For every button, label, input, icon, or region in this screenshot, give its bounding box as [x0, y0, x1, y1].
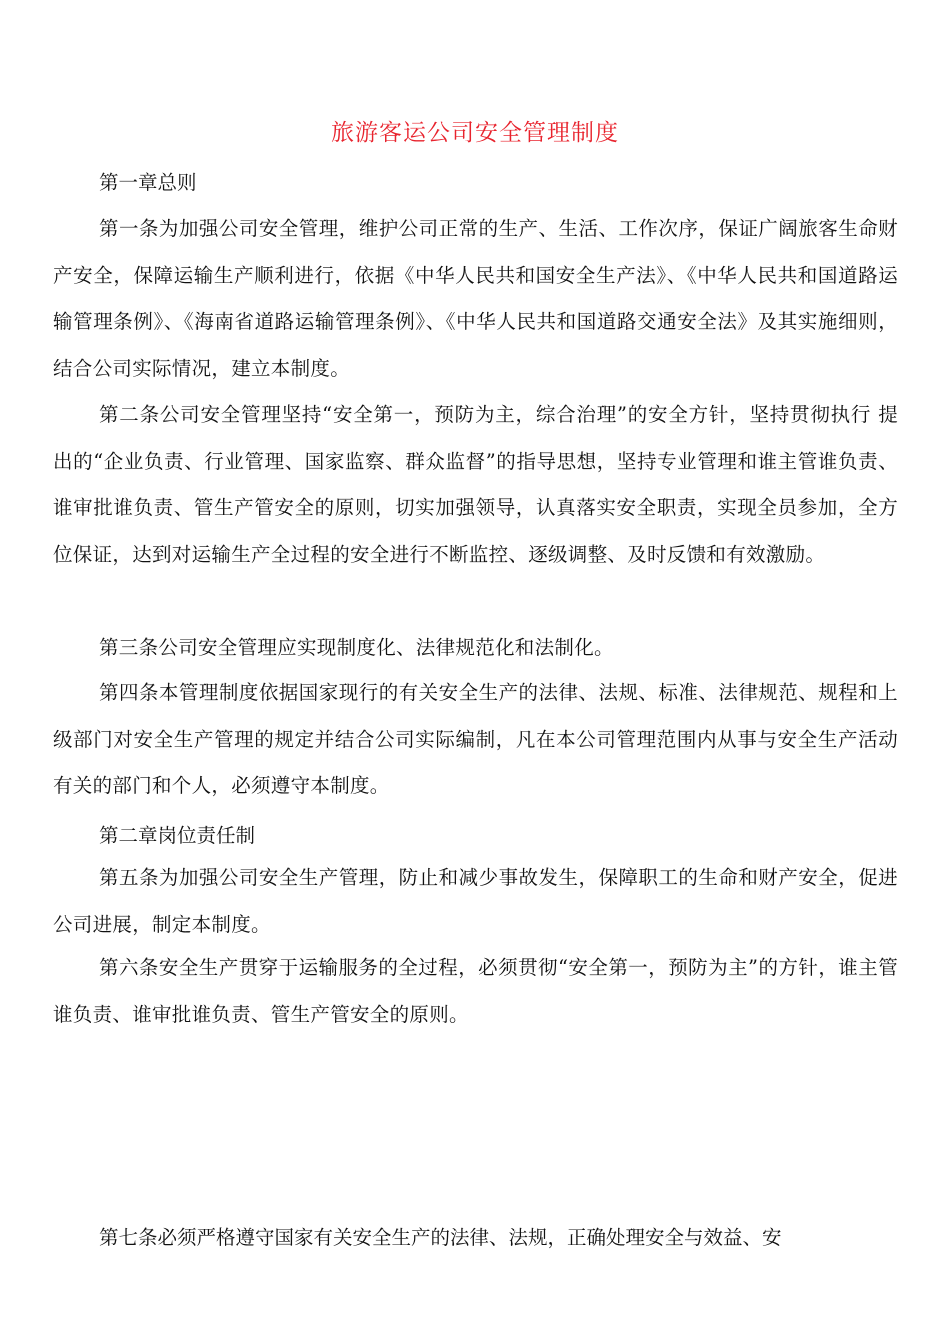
chapter-heading-2 — [53, 820, 898, 851]
article-3 — [53, 625, 898, 672]
chapter-1-heading: 第一章总则 — [99, 171, 197, 194]
article-5 — [53, 855, 898, 948]
article-6-text: 第六条安全生产贯穿于运输服务的全过程，必须贯彻“安全第一，预防为主”的方针，谁主管谁负责、谁审批谁负责、管生产管安全的原则。 — [53, 956, 898, 1026]
article-1-text: 第一条为加强公司安全管理，维护公司正常的生产、生活、工作次序，保证广阔旅客生命财产安全，保障运输生产顺利进行，依据《中华人民共和国安全生产法》、《中华人民共和国道路运输管理条例》、《海南省道路运输管理条例》、《中华人民共和国道路交通安全法》及其实施细则，结合公司实际情况，建立本制度。 — [53, 217, 898, 380]
article-1 — [53, 206, 898, 392]
article-5-text: 第五条为加强公司安全生产管理，防止和减少事故发生，保障职工的生命和财产安全，促进公司进展，制定本制度。 — [53, 866, 898, 936]
article-3-text: 第三条公司安全管理应实现制度化、法律规范化和法制化。 — [99, 636, 614, 659]
article-6 — [53, 945, 898, 1038]
article-4-text: 第四条本管理制度依据国家现行的有关安全生产的法律、法规、标准、法律规范、规程和上级部门对安全生产管理的规定并结合公司实际编制，凡在本公司管理范围内从事与安全生产活动有关的部门和个人，必须遵守本制度。 — [53, 681, 898, 797]
chapter-heading-1 — [53, 167, 898, 198]
article-2-text: 第二条公司安全管理坚持“安全第一，预防为主，综合治理”的安全方针，坚持贯彻执行 提出的“企业负责、行业管理、国家监察、群众监督”的指导思想，坚持专业管理和谁主管谁负责、谁审批谁负责、管生产管安全的原则，切实加强领导，认真落实安全职责，实现全员参加，全方位保证，达到对运输生产全过程的安全进行不断监控、逐级调整、及时反馈和有效激励。 — [53, 403, 898, 566]
article-2 — [53, 392, 898, 578]
article-4 — [53, 670, 898, 810]
article-7-text: 第七条必须严格遵守国家有关安全生产的法律、法规，正确处理安全与效益、安 — [99, 1226, 782, 1249]
chapter-2-heading: 第二章岗位责任制 — [99, 824, 256, 847]
article-7 — [53, 1222, 898, 1253]
document-title: 旅游客运公司安全管理制度 — [331, 120, 619, 146]
